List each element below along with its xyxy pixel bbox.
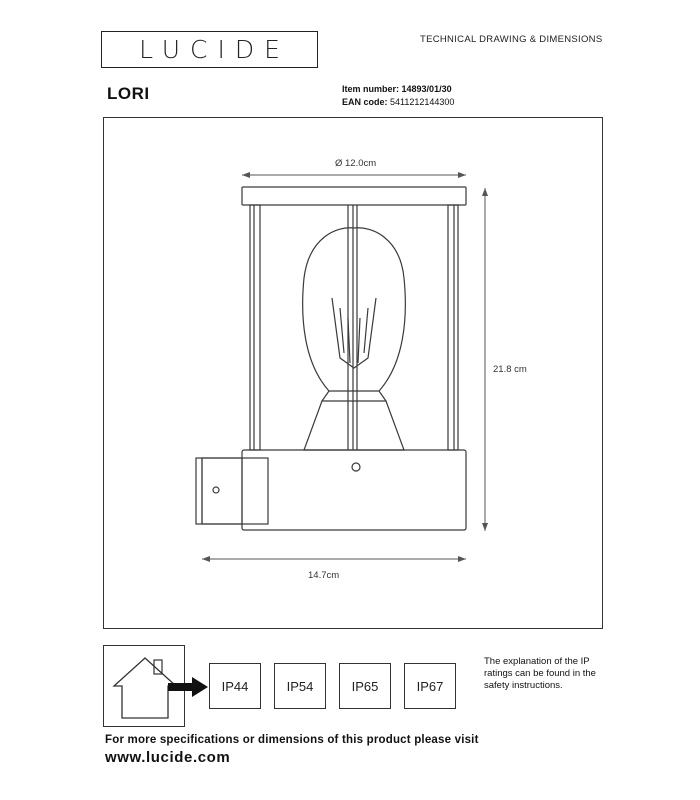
ip-rating-ip54: IP54 xyxy=(274,663,326,709)
footer-text: For more specifications or dimensions of this product please visit xyxy=(105,734,479,746)
ip-rating-ip44: IP44 xyxy=(209,663,261,709)
ean-row xyxy=(342,96,454,109)
ip-rating-note: The explanation of the IP ratings can be found in the safety instructions. xyxy=(484,656,596,691)
ip-rating-ip65: IP65 xyxy=(339,663,391,709)
depth-label: 14.7cm xyxy=(308,570,340,581)
ean-value: 5411212144300 xyxy=(390,97,455,107)
technical-drawing xyxy=(103,117,603,629)
lamp-drawing xyxy=(104,118,604,630)
ean-label: EAN code: xyxy=(342,97,388,107)
diameter-label: Ø 12.0cm xyxy=(335,158,377,169)
item-number-label: Item number: xyxy=(342,84,400,94)
item-info xyxy=(342,83,454,109)
footer-url[interactable]: www.lucide.com xyxy=(105,749,231,766)
item-number-row xyxy=(342,83,454,96)
brand-logo: LUCIDE xyxy=(101,31,318,68)
arrow-right-icon xyxy=(168,676,210,698)
product-name: LORI xyxy=(107,84,150,103)
item-number-value: 14893/01/30 xyxy=(401,84,452,94)
lamp-body xyxy=(196,187,466,530)
ip-rating-ip67: IP67 xyxy=(404,663,456,709)
height-label: 21.8 cm xyxy=(493,364,527,375)
document-type: TECHNICAL DRAWING & DIMENSIONS xyxy=(420,34,603,45)
